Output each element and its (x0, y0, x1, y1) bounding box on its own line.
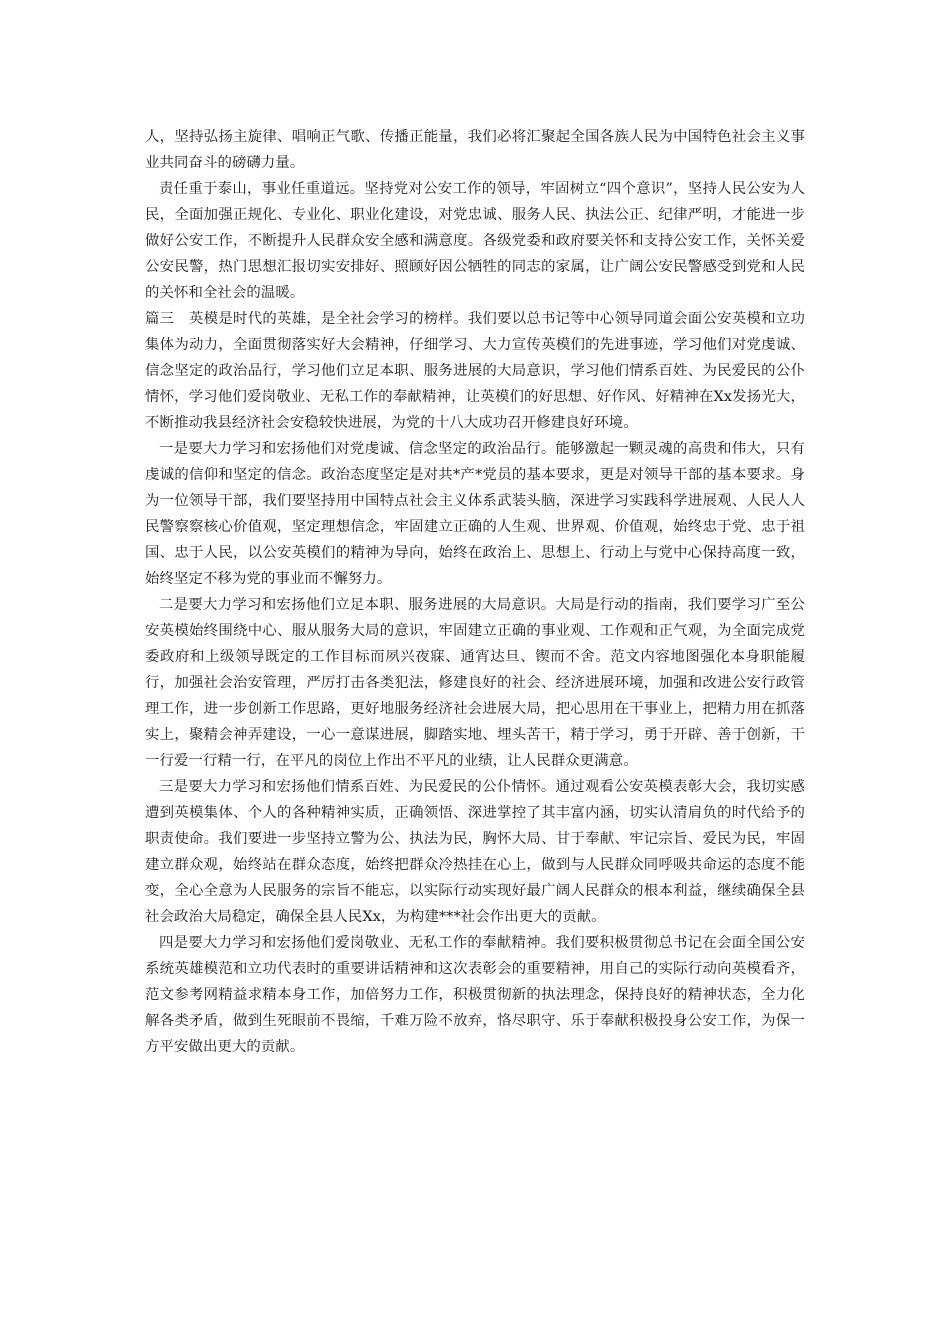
document-page (145, 124, 805, 1060)
paragraph-1: 人，坚持弘扬主旋律、唱响正气歌、传播正能量，我们必将汇聚起全国各族人民为中国特色社会主义事业共同奋斗的磅礴力量。 (145, 129, 805, 171)
paragraph-5: 二是要大力学习和宏扬他们立足本职、服务进展的大局意识。大局是行动的指南，我们要学习广至公安英模始终围绕中心、服从服务大局的意识，牢固建立正确的事业观、工作观和正气观，为全面完成党委政府和上级领导既定的工作目标而夙兴夜寐、通宵达旦、锲而不舍。范文内容地图强化本身职能履行，加强社会治安管理，严厉打击各类犯法，修建良好的社会、经济进展环境，加强和改进公安行政管理工作，进一步创新工作思路，更好地服务经济社会进展大局，把心思用在干事业上，把精力用在抓落实上，聚精会神弄建设，一心一意谋进展，脚踏实地、埋头苦干，精于学习，勇于开辟、善于创新，干一行爱一行精一行，在平凡的岗位上作出不平凡的业绩，让人民群众更满意。 (145, 597, 805, 769)
paragraph-6: 三是要大力学习和宏扬他们情系百姓、为民爱民的公仆情怀。通过观看公安英模表彰大会，我切实感遭到英模集体、个人的各种精神实质，正确领悟、深进掌控了其丰富内涵，切实认清肩负的时代给予的职责使命。我们要进一步坚持立警为公、执法为民，胸怀大局、甘于奉献、牢记宗旨、爱民为民，牢固建立群众观，始终站在群众态度，始终把群众冷热挂在心上，做到与人民群众同呼吸共命运的态度不能变，全心全意为人民服务的宗旨不能忘，以实际行动实现好最广阔人民群众的根本利益，继续确保全县社会政治大局稳定，确保全县人民Xx，为构建***社会作出更大的贡献。 (145, 779, 805, 925)
paragraph-4: 一是要大力学习和宏扬他们对党虔诚、信念坚定的政治品行。能够激起一颗灵魂的高贵和伟大，只有虔诚的信仰和坚定的信念。政治态度坚定是对共*产*党员的基本要求，更是对领导干部的基本要求。身为一位领导干部，我们要坚持用中国特点社会主义体系武装头脑，深进学习实践科学进展观、人民人人民警察察核心价值观，坚定理想信念，牢固建立正确的人生观、世界观、价值观，始终忠于党、忠于祖国、忠于人民，以公安英模们的精神为导向，始终在政治上、思想上、行动上与党中心保持高度一致，始终坚定不移为党的事业而不懈努力。 (145, 441, 805, 587)
paragraph-2: 责任重于泰山，事业任重道远。坚持党对公安工作的领导，牢固树立“四个意识”，坚持人民公安为人民，全面加强正规化、专业化、职业化建设，对党忠诚、服务人民、执法公正、纪律严明，才能进一步做好公安工作，不断提升人民群众安全感和满意度。各级党委和政府要关怀和支持公安工作，关怀关爱公安民警，热门思想汇报切实安排好、照顾好因公牺牲的同志的家属，让广阔公安民警感受到党和人民的关怀和全社会的温暖。 (145, 181, 805, 301)
paragraph-7: 四是要大力学习和宏扬他们爱岗敬业、无私工作的奉献精神。我们要积极贯彻总书记在会面全国公安系统英雄模范和立功代表时的重要讲话精神和这次表彰会的重要精神，用自己的实际行动向英模看齐，范文参考网精益求精本身工作，加倍努力工作，积极贯彻新的执法理念，保持良好的精神状态，全力化解各类矛盾，做到生死眼前不畏缩，千难万险不放弃，恪尽职守、乐于奉献积极投身公安工作，为保一方平安做出更大的贡献。 (145, 935, 805, 1055)
paragraph-3: 篇三 英模是时代的英雄，是全社会学习的榜样。我们要以总书记等中心领导同道会面公安英模和立功集体为动力，全面贯彻落实好大会精神，仔细学习、大力宣传英模们的先进事迹，学习他们对党虔诚、信念坚定的政治品行，学习他们立足本职、服务进展的大局意识，学习他们情系百姓、为民爱民的公仆情怀，学习他们爱岗敬业、无私工作的奉献精神，让英模们的好思想、好作风、好精神在Xx发扬光大，不断推动我县经济社会安稳较快进展，为党的十八大成功召开修建良好环境。 (145, 311, 805, 431)
